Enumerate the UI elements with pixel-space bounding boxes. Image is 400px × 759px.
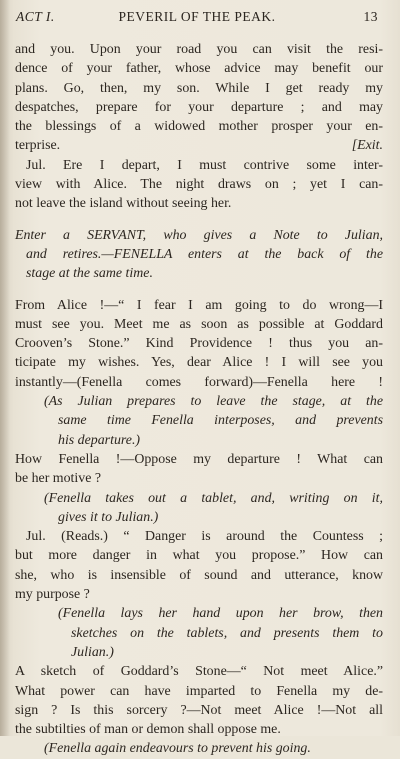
text-line: she, who is insensible of sound and utterance, know	[15, 567, 383, 583]
text-line: and you. Upon your road you can visit the resi-	[15, 42, 383, 57]
text-line: but more danger in what you propose.” How can	[15, 548, 383, 564]
stage-direction-gap	[15, 284, 383, 296]
stage-direction-line: sketches on the tablets, and presents them to	[71, 625, 383, 641]
text-line: be her motive ?	[15, 471, 102, 487]
speech-line: Jul. (Reads.) “ Danger is around the Countess ;	[26, 529, 383, 545]
text-line: view with Alice. The night draws on ; yet I can-	[15, 177, 383, 193]
stage-direction-line: his departure.)	[58, 432, 141, 448]
page-number: 13	[363, 9, 378, 24]
text-line: ticipate my wishes. Yes, dear Alice ! I will see you	[15, 355, 383, 371]
stage-direction-line: (As Julian prepares to leave the stage, at the	[44, 394, 383, 410]
stage-direction-line: same time Fenella interposes, and prevents	[58, 413, 383, 429]
text-line: How Fenella !—Oppose my departure ! What can	[15, 451, 383, 467]
running-title: PEVERIL OF THE PEAK.	[118, 9, 276, 24]
page-text	[15, 40, 383, 759]
stage-direction-line: stage at the same time.	[26, 266, 153, 282]
stage-direction-gap	[15, 214, 383, 226]
text-line: Crooven’s Stone.” Kind Providence ! thus you an-	[15, 336, 383, 352]
stage-direction-line: Julian.)	[71, 644, 114, 660]
text-line: the blessings of a widowed mother prosper your en-	[15, 119, 383, 135]
text-line: From Alice !—“ I fear I am going to do wrong—I	[15, 297, 383, 313]
stage-direction-line: gives it to Julian.)	[58, 509, 159, 525]
text-line: not leave the island without seeing her.	[15, 196, 232, 212]
stage-direction-line: (Fenella lays her hand upon her brow, then	[58, 606, 383, 622]
text-line: instantly—(Fenella comes forward)—Fenella here !	[15, 374, 383, 390]
text-line: plans. Go, then, my son. While I get ready my	[15, 80, 383, 96]
stage-direction-line: and retires.—FENELLA enters at the back of the	[26, 246, 383, 262]
speech-line: Jul. Ere I depart, I must contrive some inter-	[26, 157, 383, 173]
text-line: sign ? Is this sorcery ?—Not meet Alice !—Not all	[15, 702, 383, 718]
gutter-shadow	[0, 0, 10, 736]
text-line	[15, 136, 383, 155]
text-line: my purpose ?	[15, 587, 90, 603]
text-line: despatches, prepare for your departure ; and may	[15, 99, 383, 115]
exit-direction: [Exit.	[351, 138, 383, 154]
text-line: dence of your father, whose advice may benefit our	[15, 61, 383, 77]
running-header	[16, 9, 378, 31]
text-line-fragment: terprise.	[15, 138, 61, 154]
text-line: the subtilties of man or demon shall oppose me.	[15, 722, 281, 738]
stage-direction-line: (Fenella again endeavours to prevent his going.	[44, 741, 311, 757]
text-line: A sketch of Goddard’s Stone—“ Not meet Alice.”	[15, 664, 383, 680]
stage-direction-line: Enter a SERVANT, who gives a Note to Julian,	[15, 227, 383, 243]
act-label: ACT I.	[16, 9, 55, 24]
stage-direction-line: (Fenella takes out a tablet, and, writing on it,	[44, 490, 383, 506]
text-line: must see you. Meet me as soon as possible at Goddard	[15, 316, 383, 332]
text-line: What power can have imparted to Fenella my de-	[15, 683, 383, 699]
